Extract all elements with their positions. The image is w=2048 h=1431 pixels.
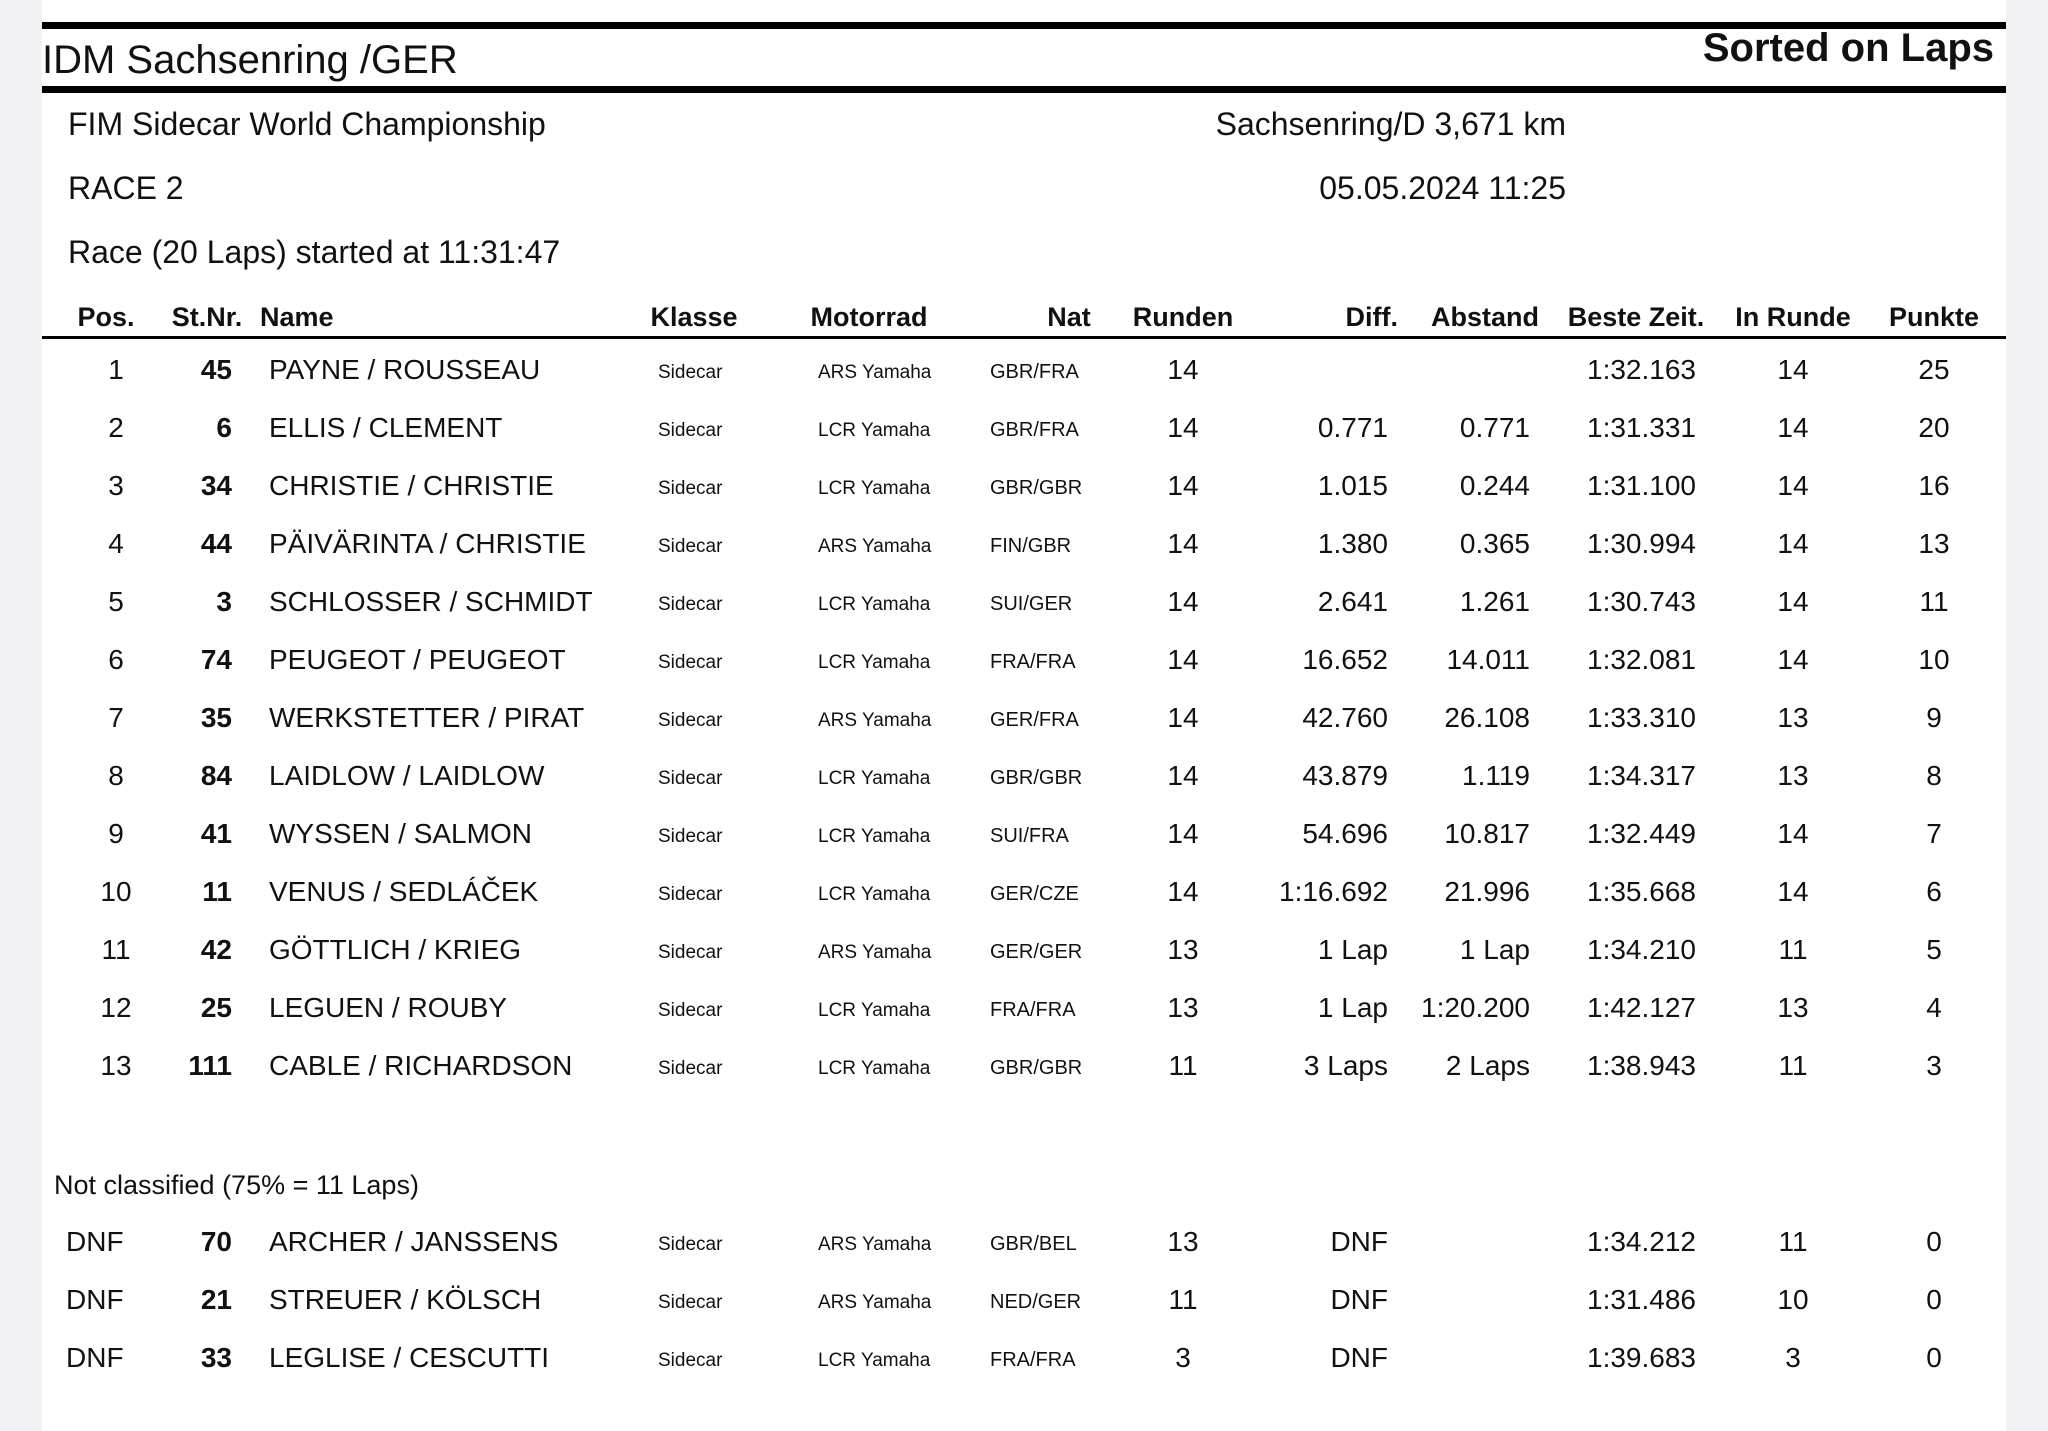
cell-best: 1:32.081 [1587, 644, 1696, 675]
cell-motorrad: LCR Yamaha [818, 594, 931, 615]
table-row [42, 412, 2006, 462]
cell-nat: SUI/GER [990, 593, 1073, 615]
cell-diff: 1:16.692 [1279, 876, 1388, 907]
cell-runden: 14 [1167, 818, 1199, 849]
cell-diff: 1.380 [1317, 528, 1388, 559]
cell-name: CHRISTIE / CHRISTIE [269, 470, 554, 501]
race-name: RACE 2 [68, 170, 184, 206]
cell-motorrad: LCR Yamaha [818, 652, 931, 673]
table-row [42, 818, 2006, 868]
cell-diff: 16.652 [1302, 644, 1388, 675]
cell-nr: 11 [202, 876, 232, 907]
table-row [42, 528, 2006, 578]
cell-best: 1:38.943 [1587, 1050, 1696, 1081]
cell-runden: 14 [1167, 470, 1199, 501]
cell-pos: 3 [108, 470, 124, 501]
cell-nat: FRA/FRA [990, 999, 1076, 1021]
cell-nat: GBR/FRA [990, 419, 1079, 441]
cell-klasse: Sidecar [658, 594, 723, 615]
page-title: IDM Sachsenring /GER [42, 38, 458, 82]
championship-name: FIM Sidecar World Championship [68, 106, 546, 142]
cell-punkte: 8 [1926, 760, 1942, 791]
cell-abstand: 1.119 [1462, 760, 1530, 791]
cell-pos: 6 [108, 644, 124, 675]
cell-klasse: Sidecar [658, 884, 723, 905]
cell-nat: GER/GER [990, 941, 1083, 963]
cell-pos: 5 [108, 586, 124, 617]
cell-klasse: Sidecar [658, 478, 723, 499]
cell-pos: 10 [100, 876, 132, 907]
cell-best: 1:35.668 [1587, 876, 1696, 907]
col-stnr: St.Nr. [171, 302, 243, 332]
cell-best: 1:39.683 [1587, 1342, 1696, 1373]
cell-nr: 34 [200, 470, 232, 501]
title-rule [42, 86, 2006, 93]
cell-inrunde: 13 [1777, 992, 1809, 1023]
cell-name: SCHLOSSER / SCHMIDT [269, 586, 593, 617]
cell-diff: 42.760 [1302, 702, 1388, 733]
cell-nat: GBR/GBR [990, 767, 1083, 789]
cell-inrunde: 14 [1777, 586, 1809, 617]
cell-runden: 14 [1167, 702, 1199, 733]
cell-nr: 84 [200, 760, 232, 791]
cell-runden: 3 [1175, 1342, 1191, 1373]
cell-diff: DNF [1330, 1342, 1388, 1373]
cell-motorrad: LCR Yamaha [818, 884, 931, 905]
col-name: Name [260, 302, 334, 332]
cell-best: 1:42.127 [1587, 992, 1696, 1023]
cell-nat: GBR/FRA [990, 361, 1079, 383]
table-row [42, 1050, 2006, 1100]
cell-inrunde: 14 [1777, 412, 1809, 443]
cell-nr: 3 [216, 586, 232, 617]
cell-best: 1:34.317 [1587, 760, 1696, 791]
cell-pos: 4 [108, 528, 124, 559]
cell-motorrad: LCR Yamaha [818, 768, 931, 789]
cell-best: 1:31.486 [1587, 1284, 1696, 1315]
col-punkte: Punkte [1888, 302, 1980, 332]
cell-nr: 21 [200, 1284, 232, 1315]
cell-best: 1:31.100 [1587, 470, 1696, 501]
cell-diff: 1 Lap [1317, 992, 1388, 1023]
cell-nr: 35 [200, 702, 232, 733]
table-row [42, 1226, 2006, 1276]
cell-runden: 11 [1168, 1284, 1198, 1315]
cell-best: 1:33.310 [1587, 702, 1696, 733]
col-abstand: Abstand [1431, 302, 1539, 332]
sort-label: Sorted on Laps [1702, 26, 1994, 70]
cell-pos: 2 [108, 412, 124, 443]
cell-nat: NED/GER [990, 1291, 1082, 1313]
cell-nr: 6 [216, 412, 232, 443]
cell-nat: GBR/GBR [990, 477, 1083, 499]
cell-motorrad: ARS Yamaha [818, 710, 932, 731]
cell-diff: 2.641 [1317, 586, 1388, 617]
table-row [42, 992, 2006, 1042]
cell-nr: 33 [200, 1342, 232, 1373]
header-rule [42, 336, 2006, 339]
cell-name: LEGUEN / ROUBY [269, 992, 508, 1023]
cell-pos: DNF [66, 1342, 124, 1373]
cell-motorrad: ARS Yamaha [818, 1292, 932, 1313]
cell-punkte: 20 [1918, 412, 1950, 443]
table-row [42, 760, 2006, 810]
cell-runden: 14 [1167, 528, 1199, 559]
cell-klasse: Sidecar [658, 1000, 723, 1021]
table-row [42, 876, 2006, 926]
cell-diff: 1.015 [1317, 470, 1388, 501]
cell-diff: 0.771 [1317, 412, 1388, 443]
cell-name: LEGLISE / CESCUTTI [269, 1342, 550, 1373]
cell-nr: 45 [200, 354, 232, 385]
cell-klasse: Sidecar [658, 1234, 723, 1255]
cell-best: 1:34.210 [1587, 934, 1696, 965]
cell-klasse: Sidecar [658, 1350, 723, 1371]
cell-klasse: Sidecar [658, 768, 723, 789]
cell-name: GÖTTLICH / KRIEG [269, 934, 522, 965]
cell-abstand: 0.365 [1459, 528, 1530, 559]
cell-klasse: Sidecar [658, 420, 723, 441]
cell-nat: SUI/FRA [990, 825, 1069, 847]
results-sheet [42, 0, 2006, 1431]
cell-pos: 12 [100, 992, 132, 1023]
cell-pos: 13 [100, 1050, 132, 1081]
cell-pos: 1 [108, 354, 124, 385]
cell-runden: 14 [1167, 876, 1199, 907]
cell-motorrad: LCR Yamaha [818, 826, 931, 847]
cell-name: STREUER / KÖLSCH [269, 1284, 542, 1315]
cell-motorrad: ARS Yamaha [818, 536, 932, 557]
cell-diff: 3 Laps [1303, 1050, 1388, 1081]
cell-name: WERKSTETTER / PIRAT [269, 702, 585, 733]
cell-pos: DNF [66, 1284, 124, 1315]
cell-nat: GER/FRA [990, 709, 1079, 731]
cell-name: PÄIVÄRINTA / CHRISTIE [269, 528, 586, 559]
cell-runden: 14 [1167, 412, 1199, 443]
cell-inrunde: 11 [1778, 1050, 1808, 1081]
cell-pos: 11 [101, 934, 131, 965]
cell-punkte: 25 [1918, 354, 1950, 385]
cell-diff: 1 Lap [1317, 934, 1388, 965]
cell-inrunde: 14 [1777, 354, 1809, 385]
cell-motorrad: LCR Yamaha [818, 478, 931, 499]
col-nat: Nat [1047, 302, 1091, 332]
cell-name: PEUGEOT / PEUGEOT [269, 644, 566, 675]
cell-best: 1:30.743 [1587, 586, 1696, 617]
cell-punkte: 6 [1926, 876, 1942, 907]
cell-punkte: 10 [1918, 644, 1950, 675]
cell-pos: 8 [108, 760, 124, 791]
not-classified-label: Not classified (75% = 11 Laps) [54, 1170, 419, 1200]
cell-runden: 14 [1167, 354, 1199, 385]
cell-klasse: Sidecar [658, 536, 723, 557]
cell-best: 1:30.994 [1587, 528, 1696, 559]
cell-nat: GER/CZE [990, 883, 1079, 905]
col-motorrad: Motorrad [810, 302, 928, 332]
cell-name: WYSSEN / SALMON [269, 818, 532, 849]
cell-runden: 14 [1167, 586, 1199, 617]
cell-klasse: Sidecar [658, 826, 723, 847]
cell-punkte: 13 [1918, 528, 1950, 559]
cell-best: 1:32.449 [1587, 818, 1696, 849]
cell-motorrad: LCR Yamaha [818, 1000, 931, 1021]
cell-motorrad: ARS Yamaha [818, 362, 932, 383]
cell-punkte: 3 [1926, 1050, 1942, 1081]
cell-runden: 13 [1167, 934, 1199, 965]
cell-name: VENUS / SEDLÁČEK [269, 876, 539, 907]
cell-klasse: Sidecar [658, 942, 723, 963]
col-in-runde: In Runde [1735, 302, 1851, 332]
cell-punkte: 0 [1926, 1226, 1942, 1257]
cell-nat: GBR/BEL [990, 1233, 1077, 1255]
cell-inrunde: 13 [1777, 760, 1809, 791]
table-row [42, 702, 2006, 752]
cell-runden: 13 [1167, 1226, 1199, 1257]
table-row [42, 1342, 2006, 1392]
cell-name: PAYNE / ROUSSEAU [269, 354, 541, 385]
race-start: Race (20 Laps) started at 11:31:47 [68, 234, 561, 270]
cell-inrunde: 14 [1777, 528, 1809, 559]
cell-pos: DNF [66, 1226, 124, 1257]
cell-nr: 25 [200, 992, 232, 1023]
table-row [42, 1284, 2006, 1334]
cell-klasse: Sidecar [658, 652, 723, 673]
cell-runden: 13 [1167, 992, 1199, 1023]
cell-motorrad: LCR Yamaha [818, 1350, 931, 1371]
cell-punkte: 11 [1919, 586, 1949, 617]
cell-name: LAIDLOW / LAIDLOW [269, 760, 545, 791]
table-row [42, 644, 2006, 694]
cell-klasse: Sidecar [658, 1292, 723, 1313]
cell-nr: 74 [200, 644, 232, 675]
cell-name: ARCHER / JANSSENS [269, 1226, 559, 1257]
cell-abstand: 26.108 [1444, 702, 1530, 733]
col-klasse: Klasse [650, 302, 738, 332]
cell-nat: FRA/FRA [990, 1349, 1076, 1371]
cell-diff: DNF [1330, 1226, 1388, 1257]
cell-runden: 14 [1167, 760, 1199, 791]
cell-inrunde: 11 [1778, 1226, 1808, 1257]
cell-punkte: 0 [1926, 1342, 1942, 1373]
cell-abstand: 1:20.200 [1421, 992, 1530, 1023]
cell-punkte: 9 [1926, 702, 1942, 733]
table-row [42, 354, 2006, 404]
cell-klasse: Sidecar [658, 710, 723, 731]
cell-runden: 11 [1168, 1050, 1198, 1081]
cell-nr: 111 [188, 1050, 232, 1081]
cell-runden: 14 [1167, 644, 1199, 675]
cell-klasse: Sidecar [658, 362, 723, 383]
cell-abstand: 1 Lap [1459, 934, 1530, 965]
cell-name: CABLE / RICHARDSON [269, 1050, 573, 1081]
cell-abstand: 10.817 [1444, 818, 1530, 849]
race-datetime: 05.05.2024 11:25 [1319, 170, 1566, 206]
cell-name: ELLIS / CLEMENT [269, 412, 503, 443]
cell-nr: 44 [200, 528, 232, 559]
table-row [42, 934, 2006, 984]
col-pos: Pos. [77, 302, 135, 332]
track-info: Sachsenring/D 3,671 km [1215, 106, 1566, 142]
cell-best: 1:32.163 [1587, 354, 1696, 385]
cell-nr: 42 [200, 934, 232, 965]
cell-punkte: 7 [1926, 818, 1942, 849]
cell-best: 1:31.331 [1587, 412, 1696, 443]
cell-inrunde: 13 [1777, 702, 1809, 733]
cell-motorrad: LCR Yamaha [818, 1058, 931, 1079]
cell-diff: 43.879 [1302, 760, 1388, 791]
table-row [42, 470, 2006, 520]
cell-pos: 7 [108, 702, 124, 733]
cell-best: 1:34.212 [1587, 1226, 1696, 1257]
cell-punkte: 16 [1918, 470, 1950, 501]
cell-abstand: 2 Laps [1445, 1050, 1530, 1081]
cell-inrunde: 3 [1785, 1342, 1801, 1373]
cell-motorrad: LCR Yamaha [818, 420, 931, 441]
col-runden: Runden [1132, 302, 1234, 332]
cell-nr: 70 [200, 1226, 232, 1257]
cell-abstand: 0.771 [1459, 412, 1530, 443]
col-beste-zeit: Beste Zeit. [1567, 302, 1705, 332]
col-diff: Diff. [1345, 302, 1398, 332]
cell-abstand: 14.011 [1446, 644, 1530, 675]
cell-klasse: Sidecar [658, 1058, 723, 1079]
cell-motorrad: ARS Yamaha [818, 1234, 932, 1255]
cell-punkte: 5 [1926, 934, 1942, 965]
cell-nat: FRA/FRA [990, 651, 1076, 673]
cell-inrunde: 14 [1777, 876, 1809, 907]
table-row [42, 586, 2006, 636]
cell-pos: 9 [108, 818, 124, 849]
cell-nat: FIN/GBR [990, 535, 1072, 557]
cell-diff: 54.696 [1302, 818, 1388, 849]
cell-inrunde: 14 [1777, 818, 1809, 849]
cell-nr: 41 [200, 818, 232, 849]
cell-abstand: 21.996 [1444, 876, 1530, 907]
cell-motorrad: ARS Yamaha [818, 942, 932, 963]
cell-inrunde: 10 [1777, 1284, 1809, 1315]
cell-nat: GBR/GBR [990, 1057, 1083, 1079]
cell-inrunde: 14 [1777, 644, 1809, 675]
cell-punkte: 4 [1926, 992, 1942, 1023]
cell-diff: DNF [1330, 1284, 1388, 1315]
cell-abstand: 1.261 [1459, 586, 1530, 617]
cell-punkte: 0 [1926, 1284, 1942, 1315]
cell-inrunde: 14 [1777, 470, 1809, 501]
cell-inrunde: 11 [1778, 934, 1808, 965]
cell-abstand: 0.244 [1459, 470, 1530, 501]
